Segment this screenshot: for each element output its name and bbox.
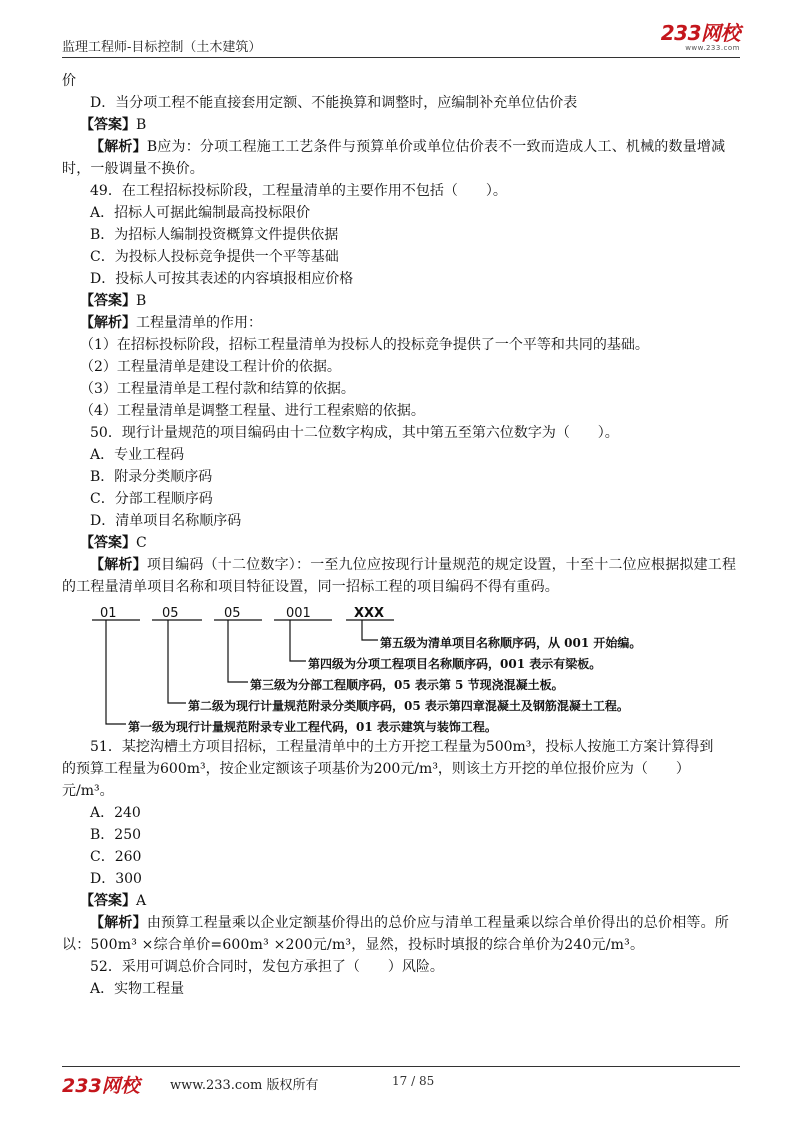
answer-value: B xyxy=(136,117,147,133)
level-5-label: 第五级为清单项目名称顺序码，从 001 开始编。 xyxy=(380,636,642,650)
footer-logo[interactable]: 233网校 xyxy=(62,1075,140,1097)
q51-option-c: C．260 xyxy=(90,849,142,865)
answer-value: C xyxy=(136,535,147,551)
q49-option-b: B．为招标人编制投资概算文件提供依据 xyxy=(90,227,339,243)
q49-option-c: C．为投标人投标竞争提供一个平等基础 xyxy=(90,249,339,265)
analysis-label: 【解析】 xyxy=(90,557,147,573)
q51-option-a: A．240 xyxy=(90,805,141,821)
q51-option-b: B．250 xyxy=(90,827,142,843)
answer-value: B xyxy=(136,293,147,309)
brand-logo[interactable] xyxy=(661,22,740,52)
q51-stem-line2: 的预算工程量为600m³，按企业定额该子项基价为200元/m³，则该土方开挖的单位报价应为（ ） xyxy=(62,761,690,777)
analysis-text: 项目编码（十二位数字）：一至九位应按现行计量规范的规定设置，十至十二位应根据拟建工程的工程量清单项目名称和项目特征设置，同一招标工程的项目编码不得有重码。 xyxy=(62,557,737,595)
answer-label: 【答案】 xyxy=(80,117,136,133)
q50-answer xyxy=(62,532,742,554)
level-1-label: 第一级为现行计量规范附录专业工程代码，01 表示建筑与装饰工程。 xyxy=(128,720,497,734)
q51-stem-line3: 元/m³。 xyxy=(62,783,114,799)
q49-point-1: （1）在招标投标阶段，招标工程量清单为投标人的投标竞争提供了一个平等和共同的基础。 xyxy=(80,337,649,353)
q50-stem: 50．现行计量规范的项目编码由十二位数字构成，其中第五至第六位数字为（ ）。 xyxy=(90,425,619,441)
page-footer xyxy=(62,1071,740,1097)
connector-level-2 xyxy=(168,620,186,703)
q50-option-c: C．分部工程顺序码 xyxy=(90,491,213,507)
top-fragment: 价 xyxy=(62,73,76,89)
q49-point-3: （3）工程量清单是工程付款和结算的依据。 xyxy=(80,381,355,397)
prev-answer xyxy=(62,114,742,136)
level-3-label: 第三级为分部工程顺序码，05 表示第 5 节现浇混凝土板。 xyxy=(250,678,564,692)
document-body xyxy=(62,70,742,1000)
logo-url: www.233.com xyxy=(685,44,740,52)
code-level-3: 05 xyxy=(224,606,241,621)
analysis-label: 【解析】 xyxy=(90,139,147,155)
q52-option-a: A．实物工程量 xyxy=(90,981,185,997)
q51-option-d: D．300 xyxy=(90,871,142,887)
logo-text: 233网校 xyxy=(660,21,740,45)
code-level-5: XXX xyxy=(354,606,385,621)
q49-analysis xyxy=(62,312,742,334)
q49-answer xyxy=(62,290,742,312)
q52-stem: 52．采用可调总价合同时，发包方承担了（ ）风险。 xyxy=(90,959,444,975)
answer-label: 【答案】 xyxy=(80,293,136,309)
q49-stem: 49．在工程招标投标阶段，工程量清单的主要作用不包括（ ）。 xyxy=(90,183,507,199)
q51-answer xyxy=(62,890,742,912)
prev-analysis xyxy=(62,136,742,180)
code-structure-diagram xyxy=(62,602,742,734)
connector-level-1 xyxy=(106,620,126,724)
analysis-text: B应为：分项工程施工工艺条件与预算单价或单位估价表不一致而造成人工、机械的数量增减时，一般调量不换价。 xyxy=(62,139,726,177)
q50-option-d: D．清单项目名称顺序码 xyxy=(90,513,242,529)
analysis-label: 【解析】 xyxy=(80,315,136,331)
analysis-text: 工程量清单的作用： xyxy=(136,315,262,331)
footer-site-link[interactable]: www.233.com 版权所有 xyxy=(170,1078,319,1093)
level-4-label: 第四级为分项工程项目名称顺序码，001 表示有梁板。 xyxy=(308,657,602,671)
q51-stem-line1: 51．某挖沟槽土方项目招标，工程量清单中的土方开挖工程量为500m³，投标人按施工方案计算得到 xyxy=(90,739,714,755)
q50-option-a: A．专业工程码 xyxy=(90,447,185,463)
q51-analysis xyxy=(62,912,742,956)
prev-option-d: D．当分项工程不能直接套用定额、不能换算和调整时，应编制补充单位估价表 xyxy=(90,95,578,111)
answer-label: 【答案】 xyxy=(80,893,136,909)
q49-point-4: （4）工程量清单是调整工程量、进行工程索赔的依据。 xyxy=(80,403,425,419)
analysis-text: 由预算工程量乘以企业定额基价得出的总价应与清单工程量乘以综合单价得出的总价相等。所以：500m³ ×综合单价=600m³ ×200元/m³，显然，投标时填报的综合单价为240元/m³。 xyxy=(62,915,730,953)
code-level-2: 05 xyxy=(162,606,179,621)
code-level-4: 001 xyxy=(286,606,311,621)
answer-value: A xyxy=(136,893,147,909)
header-title: 监理工程师-目标控制（土木建筑） xyxy=(62,40,262,55)
q50-option-b: B．附录分类顺序码 xyxy=(90,469,213,485)
connector-level-4 xyxy=(290,620,306,661)
page-header xyxy=(62,22,740,58)
q49-point-2: （2）工程量清单是建设工程计价的依据。 xyxy=(80,359,341,375)
level-2-label: 第二级为现行计量规范附录分类顺序码，05 表示第四章混凝土及钢筋混凝土工程。 xyxy=(188,699,629,713)
connector-level-3 xyxy=(228,620,248,682)
page-number: 17 / 85 xyxy=(392,1074,435,1088)
q49-option-d: D．投标人可按其表述的内容填报相应价格 xyxy=(90,271,354,287)
q49-option-a: A．招标人可据此编制最高投标限价 xyxy=(90,205,311,221)
q50-analysis xyxy=(62,554,742,598)
header-divider xyxy=(62,57,740,58)
analysis-label: 【解析】 xyxy=(90,915,147,931)
answer-label: 【答案】 xyxy=(80,535,136,551)
footer-divider xyxy=(62,1066,740,1067)
code-level-1: 01 xyxy=(100,606,117,621)
